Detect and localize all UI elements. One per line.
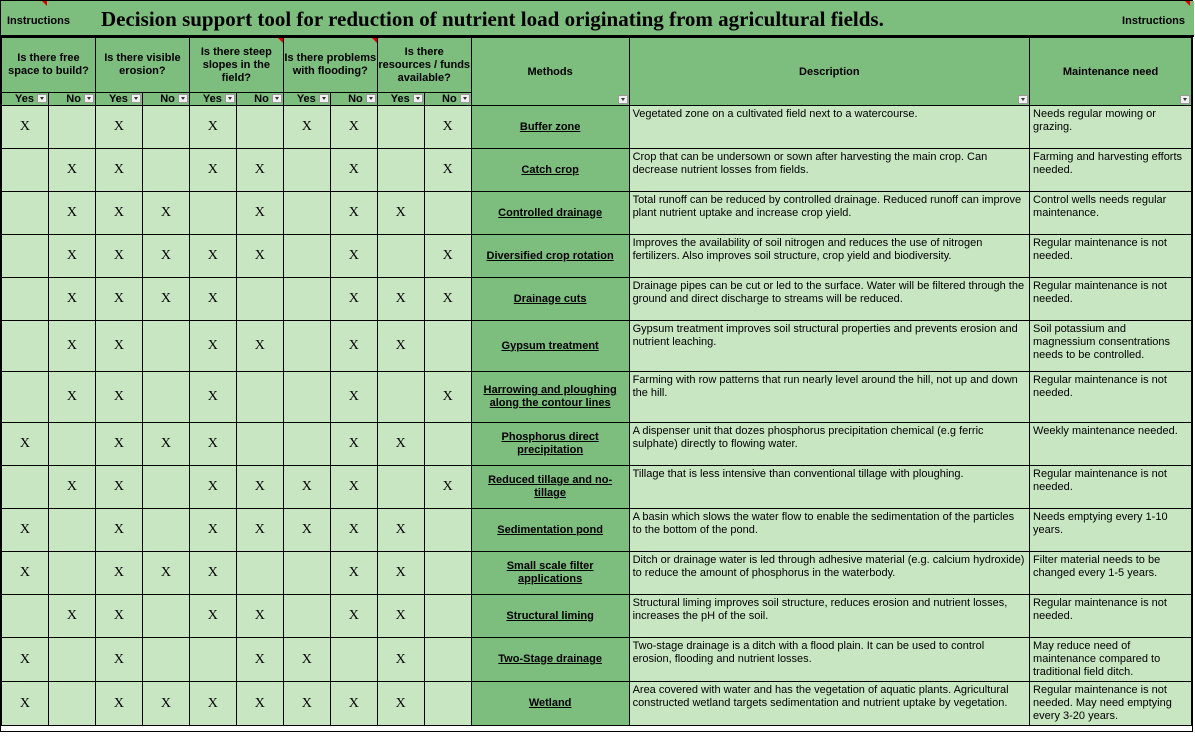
mark-cell [377, 149, 424, 192]
method-link[interactable]: Diversified crop rotation [471, 235, 629, 278]
filter-dropdown-icon[interactable] [366, 94, 376, 103]
yes-filter-header[interactable] [377, 93, 424, 106]
mark-cell: X [377, 423, 424, 466]
table-row [2, 423, 1192, 466]
mark-cell: X [330, 321, 377, 372]
mark-cell: X [330, 192, 377, 235]
mark-cell [189, 638, 236, 682]
description-cell: Area covered with water and has the vegetation of aquatic plants. Agricultural constructed wetland targets sedimentation and nutrient uptake by vegetation. [629, 682, 1029, 726]
filter-dropdown-icon[interactable] [131, 94, 141, 103]
mark-cell: X [95, 149, 142, 192]
description-header [629, 38, 1029, 106]
no-label: No [254, 93, 269, 105]
question-label: Is there steep slopes in the field? [200, 45, 272, 84]
mark-cell [283, 278, 330, 321]
maintenance-cell: Control wells needs regular maintenance. [1030, 192, 1192, 235]
mark-cell: X [236, 509, 283, 552]
method-link[interactable]: Wetland [471, 682, 629, 726]
mark-cell: X [424, 235, 471, 278]
table-row [2, 235, 1192, 278]
mark-cell: X [283, 682, 330, 726]
mark-cell: X [377, 278, 424, 321]
filter-dropdown-icon[interactable] [178, 94, 188, 103]
mark-cell: X [330, 595, 377, 638]
no-filter-header[interactable] [142, 93, 189, 106]
mark-cell: X [48, 235, 95, 278]
mark-cell: X [95, 552, 142, 595]
mark-cell: X [48, 321, 95, 372]
filter-dropdown-icon[interactable] [225, 94, 235, 103]
mark-cell: X [95, 595, 142, 638]
mark-cell: X [189, 595, 236, 638]
mark-cell [283, 149, 330, 192]
mark-cell: X [330, 466, 377, 509]
description-cell: Gypsum treatment improves soil structural properties and prevents erosion and nutrient leaching. [629, 321, 1029, 372]
mark-cell: X [189, 278, 236, 321]
maintenance-cell: Needs regular mowing or grazing. [1030, 106, 1192, 149]
mark-cell: X [330, 552, 377, 595]
method-link[interactable]: Controlled drainage [471, 192, 629, 235]
mark-cell [142, 466, 189, 509]
mark-cell: X [330, 509, 377, 552]
mark-cell: X [189, 149, 236, 192]
table-row [2, 321, 1192, 372]
mark-cell: X [2, 638, 49, 682]
methods-header [471, 38, 629, 106]
comment-indicator-icon [1185, 1, 1190, 6]
question-header [189, 38, 283, 93]
mark-cell: X [330, 423, 377, 466]
maintenance-cell: Filter material needs to be changed every 1-5 years. [1030, 552, 1192, 595]
mark-cell [236, 106, 283, 149]
method-link[interactable]: Gypsum treatment [471, 321, 629, 372]
mark-cell: X [142, 423, 189, 466]
question-label: Is there free space to build? [8, 52, 89, 77]
mark-cell: X [95, 372, 142, 423]
mark-cell: X [95, 106, 142, 149]
no-filter-header[interactable] [48, 93, 95, 106]
yes-filter-header[interactable] [189, 93, 236, 106]
question-label: Is there visible erosion? [104, 52, 181, 77]
mark-cell [142, 321, 189, 372]
no-filter-header[interactable] [424, 93, 471, 106]
description-cell: Total runoff can be reduced by controlled drainage. Reduced runoff can improve plant nutrient uptake and increase crop yield. [629, 192, 1029, 235]
mark-cell: X [2, 509, 49, 552]
mark-cell: X [283, 509, 330, 552]
mark-cell: X [48, 149, 95, 192]
mark-cell: X [283, 106, 330, 149]
yes-filter-header[interactable] [95, 93, 142, 106]
question-header [377, 38, 471, 93]
mark-cell: X [330, 278, 377, 321]
mark-cell [48, 638, 95, 682]
mark-cell: X [189, 682, 236, 726]
mark-cell [48, 423, 95, 466]
description-cell: Ditch or drainage water is led through adhesive material (e.g. calcium hydroxide) to reduce the amount of phosphorus in the waterbody. [629, 552, 1029, 595]
mark-cell [377, 466, 424, 509]
mark-cell [283, 423, 330, 466]
description-cell: Crop that can be undersown or sown after harvesting the main crop. Can decrease nutrient losses from fields. [629, 149, 1029, 192]
mark-cell: X [95, 423, 142, 466]
mark-cell [2, 235, 49, 278]
mark-cell [236, 423, 283, 466]
maintenance-cell: Needs emptying every 1-10 years. [1030, 509, 1192, 552]
mark-cell: X [189, 235, 236, 278]
mark-cell: X [189, 466, 236, 509]
method-link[interactable]: Buffer zone [471, 106, 629, 149]
mark-cell [2, 595, 49, 638]
mark-cell: X [283, 466, 330, 509]
mark-cell [283, 235, 330, 278]
question-header [283, 38, 377, 93]
maintenance-cell: Regular maintenance is not needed. [1030, 278, 1192, 321]
mark-cell: X [189, 509, 236, 552]
mark-cell [424, 321, 471, 372]
method-link[interactable]: Reduced tillage and no-tillage [471, 466, 629, 509]
mark-cell: X [48, 372, 95, 423]
table-row [2, 149, 1192, 192]
maintenance-cell: Farming and harvesting efforts needed. [1030, 149, 1192, 192]
mark-cell: X [48, 466, 95, 509]
description-cell: Tillage that is less intensive than conventional tillage with ploughing. [629, 466, 1029, 509]
description-cell: Farming with row patterns that run nearly level around the hill, not up and down the hill. [629, 372, 1029, 423]
filter-dropdown-icon[interactable] [1180, 95, 1190, 104]
mark-cell [236, 372, 283, 423]
mark-cell: X [142, 235, 189, 278]
maintenance-cell: Regular maintenance is not needed. [1030, 595, 1192, 638]
mark-cell [424, 682, 471, 726]
methods-header-label: Methods [527, 65, 573, 78]
mark-cell: X [236, 235, 283, 278]
mark-cell [377, 235, 424, 278]
method-link[interactable]: Drainage cuts [471, 278, 629, 321]
mark-cell: X [236, 192, 283, 235]
mark-cell: X [236, 466, 283, 509]
mark-cell [424, 552, 471, 595]
no-filter-header[interactable] [236, 93, 283, 106]
mark-cell [2, 372, 49, 423]
description-cell: Drainage pipes can be cut or led to the surface. Water will be filtered through the ground and direct discharge to streams will be reduced. [629, 278, 1029, 321]
mark-cell [48, 552, 95, 595]
mark-cell: X [95, 509, 142, 552]
mark-cell: X [377, 192, 424, 235]
description-cell: Vegetated zone on a cultivated field next to a watercourse. [629, 106, 1029, 149]
mark-cell: X [330, 235, 377, 278]
mark-cell: X [236, 595, 283, 638]
yes-filter-header[interactable] [283, 93, 330, 106]
mark-cell [377, 372, 424, 423]
filter-dropdown-icon[interactable] [37, 94, 47, 103]
method-link[interactable]: Small scale filter applications [471, 552, 629, 595]
maintenance-cell: Weekly maintenance needed. [1030, 423, 1192, 466]
mark-cell [283, 192, 330, 235]
mark-cell: X [2, 682, 49, 726]
table-row [2, 192, 1192, 235]
mark-cell: X [2, 106, 49, 149]
mark-cell: X [95, 192, 142, 235]
mark-cell: X [142, 552, 189, 595]
mark-cell: X [330, 682, 377, 726]
maintenance-cell: Regular maintenance is not needed. [1030, 235, 1192, 278]
page-title: Decision support tool for reduction of nutrient load originating from agricultural fields. [101, 7, 884, 31]
mark-cell [142, 372, 189, 423]
mark-cell [236, 552, 283, 595]
mark-cell: X [236, 682, 283, 726]
mark-cell [48, 682, 95, 726]
mark-cell [283, 372, 330, 423]
table-row [2, 106, 1192, 149]
comment-indicator-icon [42, 1, 47, 6]
mark-cell: X [424, 149, 471, 192]
yes-label: Yes [390, 93, 410, 105]
mark-cell: X [2, 423, 49, 466]
mark-cell: X [424, 106, 471, 149]
no-label: No [348, 93, 363, 105]
table-row [2, 682, 1192, 726]
filter-dropdown-icon[interactable] [413, 94, 423, 103]
mark-cell: X [377, 321, 424, 372]
mark-cell: X [142, 192, 189, 235]
no-label: No [66, 93, 81, 105]
mark-cell: X [95, 235, 142, 278]
mark-cell [424, 638, 471, 682]
mark-cell: X [189, 423, 236, 466]
question-label: Is there resources / funds available? [378, 45, 471, 84]
table-row [2, 509, 1192, 552]
no-filter-header[interactable] [330, 93, 377, 106]
filter-dropdown-icon[interactable] [319, 94, 329, 103]
mark-cell [424, 509, 471, 552]
no-label: No [160, 93, 175, 105]
mark-cell: X [330, 372, 377, 423]
mark-cell [48, 106, 95, 149]
decision-table [1, 37, 1192, 726]
description-cell: Structural liming improves soil structure, reduces erosion and nutrient losses, increases the pH of the soil. [629, 595, 1029, 638]
comment-indicator-icon [278, 38, 283, 43]
mark-cell: X [95, 638, 142, 682]
table-row [2, 638, 1192, 682]
mark-cell: X [424, 466, 471, 509]
maintenance-cell: Soil potassium and magnessium consentrations needs to be controlled. [1030, 321, 1192, 372]
filter-dropdown-icon[interactable] [272, 94, 282, 103]
yes-label: Yes [202, 93, 222, 105]
yes-label: Yes [15, 93, 34, 105]
maintenance-cell: Regular maintenance is not needed. May need emptying every 3-20 years. [1030, 682, 1192, 726]
mark-cell: X [424, 278, 471, 321]
table-row [2, 372, 1192, 423]
description-cell: Two-stage drainage is a ditch with a flood plain. It can be used to control erosion, flooding and nutrient losses. [629, 638, 1029, 682]
mark-cell: X [377, 552, 424, 595]
mark-cell: X [424, 372, 471, 423]
description-cell: Improves the availability of soil nitrogen and reduces the use of nitrogen fertilizers. Also improves soil structure, crop yield and biodiversity. [629, 235, 1029, 278]
comment-indicator-icon [372, 38, 377, 43]
mark-cell: X [377, 638, 424, 682]
mark-cell [189, 192, 236, 235]
instructions-link-left[interactable]: Instructions [7, 15, 70, 27]
mark-cell [283, 552, 330, 595]
mark-cell: X [142, 278, 189, 321]
maintenance-cell: Regular maintenance is not needed. [1030, 372, 1192, 423]
mark-cell: X [48, 278, 95, 321]
yes-label: Yes [296, 93, 316, 105]
mark-cell [48, 509, 95, 552]
mark-cell: X [48, 595, 95, 638]
mark-cell: X [236, 638, 283, 682]
mark-cell: X [189, 372, 236, 423]
mark-cell: X [95, 321, 142, 372]
mark-cell [283, 321, 330, 372]
mark-cell: X [95, 278, 142, 321]
mark-cell [424, 192, 471, 235]
mark-cell [283, 595, 330, 638]
mark-cell: X [95, 466, 142, 509]
question-label: Is there problems with flooding? [284, 52, 377, 77]
filter-dropdown-icon[interactable] [1018, 95, 1028, 104]
mark-cell: X [236, 149, 283, 192]
method-link[interactable]: Sedimentation pond [471, 509, 629, 552]
title-bar [1, 1, 1194, 37]
mark-cell: X [377, 595, 424, 638]
mark-cell: X [189, 106, 236, 149]
mark-cell [142, 595, 189, 638]
mark-cell [236, 278, 283, 321]
mark-cell: X [377, 682, 424, 726]
maintenance-header-label: Maintenance need [1062, 65, 1159, 78]
mark-cell: X [283, 638, 330, 682]
description-cell: A dispenser unit that dozes phosphorus precipitation chemical (e.g ferric sulphate) directly to flowing water. [629, 423, 1029, 466]
mark-cell [330, 638, 377, 682]
maintenance-cell: May reduce need of maintenance compared to traditional field ditch. [1030, 638, 1192, 682]
mark-cell [2, 149, 49, 192]
mark-cell: X [330, 106, 377, 149]
instructions-link-right[interactable]: Instructions [1122, 15, 1185, 27]
table-row [2, 595, 1192, 638]
mark-cell: X [95, 682, 142, 726]
description-header-label: Description [799, 65, 860, 78]
mark-cell [142, 106, 189, 149]
yes-filter-header[interactable] [2, 93, 49, 106]
mark-cell: X [189, 321, 236, 372]
mark-cell: X [48, 192, 95, 235]
mark-cell [142, 149, 189, 192]
filter-dropdown-icon[interactable] [84, 94, 94, 103]
mark-cell: X [189, 552, 236, 595]
filter-dropdown-icon[interactable] [460, 94, 470, 103]
table-row [2, 466, 1192, 509]
method-link[interactable]: Catch crop [471, 149, 629, 192]
method-link[interactable]: Structural liming [471, 595, 629, 638]
no-label: No [442, 93, 457, 105]
mark-cell: X [142, 682, 189, 726]
mark-cell: X [236, 321, 283, 372]
table-row [2, 278, 1192, 321]
mark-cell: X [2, 552, 49, 595]
method-link[interactable]: Two-Stage drainage [471, 638, 629, 682]
mark-cell [142, 509, 189, 552]
maintenance-header [1030, 38, 1192, 106]
question-header [95, 38, 189, 93]
maintenance-cell: Regular maintenance is not needed. [1030, 466, 1192, 509]
filter-dropdown-icon[interactable] [618, 95, 628, 104]
table-row [2, 552, 1192, 595]
mark-cell [2, 278, 49, 321]
description-cell: A basin which slows the water flow to enable the sedimentation of the particles to the bottom of the pond. [629, 509, 1029, 552]
method-link[interactable]: Harrowing and ploughing along the contour lines [471, 372, 629, 423]
yes-label: Yes [108, 93, 128, 105]
mark-cell: X [377, 509, 424, 552]
mark-cell [2, 192, 49, 235]
mark-cell [2, 321, 49, 372]
mark-cell [2, 466, 49, 509]
mark-cell [377, 106, 424, 149]
question-header [2, 38, 96, 93]
mark-cell [424, 423, 471, 466]
mark-cell [142, 638, 189, 682]
mark-cell [424, 595, 471, 638]
mark-cell: X [330, 149, 377, 192]
method-link[interactable]: Phosphorus direct precipitation [471, 423, 629, 466]
